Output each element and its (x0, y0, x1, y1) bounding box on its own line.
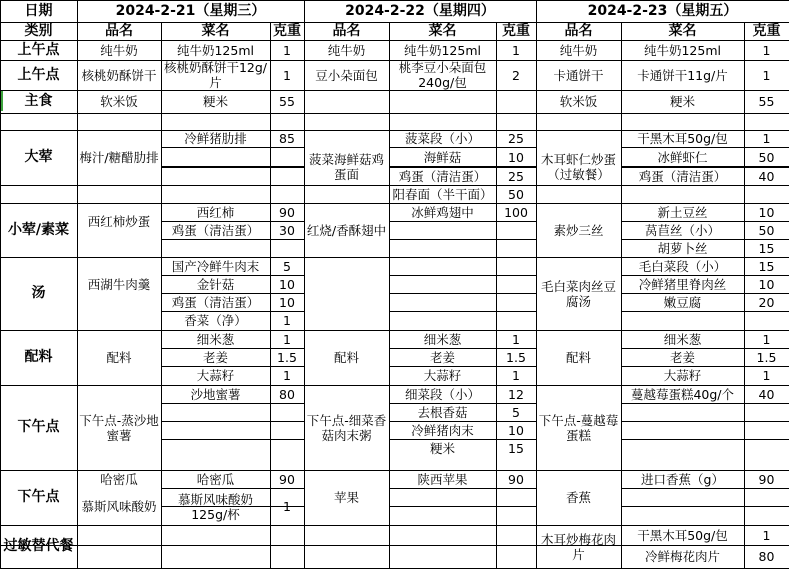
grid-line (161, 239, 304, 240)
category-label: 汤 (31, 285, 46, 301)
item-name: 蔓越莓蛋糕40g/个 (630, 386, 735, 402)
category-label: 配料 (24, 349, 53, 365)
grid-line (161, 421, 304, 422)
item-name: 纯牛奶125ml (643, 42, 721, 58)
item-name: 莴苣丝（小） (644, 222, 720, 238)
item-name: 纯牛奶125ml (403, 42, 481, 58)
item-weight: 10 (508, 422, 524, 438)
item-name: 老姜 (429, 349, 455, 365)
dish-name: 梅汁/糖醋肋排 (79, 150, 159, 165)
item-weight: 10 (758, 276, 775, 292)
item-name: 粳米 (429, 440, 455, 456)
item-weight: 1.5 (277, 349, 297, 365)
item-name: 粳米 (202, 94, 228, 109)
category-label: 过敏替代餐 (3, 538, 74, 554)
grid-line (389, 221, 536, 222)
item-name: 鸡蛋（清洁蛋） (638, 168, 727, 184)
item-name: 细米葱 (663, 331, 702, 347)
item-name: 冷鲜猪里脊肉丝 (638, 276, 727, 292)
item-name: 干黑木耳50g/包 (637, 131, 728, 146)
item-name: 鸡蛋（清洁蛋） (171, 294, 260, 310)
item-name: 慕斯风味酸奶125g/杯 (177, 491, 253, 522)
day-date-header: 2024-2-23（星期五） (587, 2, 738, 19)
dish-name: 卡通饼干 (553, 67, 604, 83)
item-name: 陕西苹果 (417, 471, 468, 487)
item-column-header: 菜名 (668, 22, 697, 39)
item-weight: 55 (758, 94, 775, 109)
dish-column-header: 品名 (564, 22, 593, 39)
item-weight: 1 (283, 42, 291, 58)
item-name: 鸡蛋（清洁蛋） (171, 222, 260, 238)
grid-line (621, 488, 789, 489)
item-weight: 10 (279, 276, 295, 292)
item-name: 干黑木耳50g/包 (637, 527, 728, 543)
dish-name: 豆小朵面包 (315, 67, 378, 83)
grid-line (389, 293, 536, 294)
grid-line (161, 185, 304, 186)
item-name: 去根香菇 (417, 404, 468, 420)
item-name: 细菜段（小） (404, 386, 480, 402)
item-name: 沙地蜜薯 (190, 386, 241, 402)
weight-column-header: 克重 (502, 22, 530, 39)
item-name: 桃李豆小朵面包240g/包 (398, 60, 487, 90)
item-weight: 1 (283, 499, 291, 514)
item-weight: 50 (508, 186, 524, 202)
dish-name: 软米饭 (100, 94, 138, 109)
dish-name: 纯牛奶 (327, 42, 366, 58)
category-label: 主食 (24, 93, 53, 109)
item-weight: 100 (504, 204, 528, 220)
item-weight: 50 (758, 222, 775, 238)
dish-name: 纯牛奶 (100, 42, 138, 58)
item-name: 新土豆丝 (657, 204, 708, 220)
dish-name: 核桃奶酥饼干 (81, 67, 157, 83)
weight-column-header: 克重 (273, 22, 301, 39)
item-weight: 5 (512, 404, 520, 420)
item-weight: 80 (758, 549, 775, 564)
item-weight: 90 (279, 471, 295, 487)
item-weight: 1 (512, 331, 520, 347)
category-header-label: 类别 (24, 22, 53, 39)
item-weight: 1 (762, 331, 771, 347)
item-name: 老姜 (202, 349, 228, 365)
dish-name: 软米饭 (559, 94, 598, 109)
grid-line (389, 488, 536, 489)
grid-line (621, 439, 789, 440)
item-weight: 40 (758, 168, 775, 184)
item-weight: 1.5 (506, 349, 526, 365)
grid-line (389, 275, 536, 276)
item-weight: 1 (762, 527, 771, 543)
item-name: 冰鲜虾仁 (657, 149, 708, 165)
dish-name: 西湖牛肉羹 (87, 276, 151, 292)
dish-column-header: 品名 (332, 22, 361, 39)
item-weight: 90 (279, 204, 295, 220)
item-name: 金针菇 (196, 276, 235, 292)
category-label: 大荤 (24, 149, 53, 165)
dish-name: 红烧/香酥翅中 (306, 222, 387, 238)
item-name: 西红柿 (196, 204, 235, 220)
item-name: 哈密瓜 (196, 471, 235, 487)
item-name: 核桃奶酥饼干12g/片 (163, 60, 268, 90)
item-weight: 20 (758, 294, 775, 310)
weight-column-header: 克重 (752, 22, 781, 39)
dish-name: 慕斯风味酸奶 (81, 499, 157, 514)
grid-line (389, 506, 536, 507)
grid-line (621, 421, 789, 422)
item-name: 冰鲜鸡翅中 (411, 204, 474, 220)
item-weight: 1.5 (756, 349, 777, 365)
item-name: 鸡蛋（清洁蛋） (398, 168, 487, 184)
dish-name: 下午点-蔓越莓蛋糕 (538, 412, 619, 443)
item-name: 纯牛奶125ml (176, 42, 254, 58)
item-name: 海鲜菇 (423, 149, 462, 165)
item-weight: 15 (508, 440, 524, 456)
item-weight: 90 (758, 471, 775, 487)
category-label: 小荤/素菜 (7, 221, 70, 238)
item-name: 阳春面（半干面） (392, 186, 493, 202)
grid-line (161, 439, 304, 440)
item-weight: 1 (762, 131, 771, 146)
grid-line (389, 239, 536, 240)
item-name: 粳米 (669, 94, 695, 109)
grid-line (161, 167, 304, 168)
dish-name: 木耳炒梅花肉片 (540, 531, 616, 562)
grid-line (621, 403, 789, 404)
day-date-header: 2024-2-21（星期三） (115, 2, 266, 19)
dish-name: 素炒三丝 (553, 222, 604, 238)
item-weight: 1 (283, 67, 291, 83)
item-name: 大蒜籽 (663, 368, 702, 383)
grid-line (621, 311, 789, 312)
dish-name: 配料 (106, 350, 132, 365)
category-label: 上午点 (17, 41, 60, 58)
dish-name: 菠菜海鲜菇鸡蛋面 (308, 151, 384, 182)
dish-name: 毛白菜肉丝豆腐汤 (540, 278, 616, 309)
date-header-label: 日期 (24, 2, 53, 19)
grid-line (621, 185, 789, 186)
item-weight: 1 (762, 42, 771, 58)
dish-name: 西红柿炒蛋 (87, 213, 151, 229)
item-weight: 10 (508, 149, 524, 165)
dish-name: 配料 (333, 350, 359, 365)
grid-line (161, 166, 304, 167)
category-label: 下午点 (17, 489, 60, 505)
item-weight: 80 (279, 386, 295, 402)
item-column-header: 菜名 (428, 22, 457, 39)
dish-name: 下午点-细菜香菇肉末粥 (306, 412, 387, 443)
item-name: 冷鲜猪肉末 (411, 422, 474, 438)
item-name: 毛白菜段（小） (638, 258, 727, 274)
grid-line (621, 506, 789, 507)
dish-name: 香蕉 (565, 490, 591, 505)
item-name: 进口香蕉（g） (641, 471, 724, 487)
item-weight: 25 (508, 131, 524, 146)
grid-line (0, 113, 789, 114)
item-weight: 2 (512, 67, 520, 83)
dish-name: 哈密瓜 (100, 471, 138, 487)
item-weight: 1 (283, 313, 291, 328)
item-weight: 15 (758, 258, 775, 274)
dish-name: 木耳虾仁炒蛋（过敏餐） (540, 151, 616, 182)
item-weight: 40 (758, 386, 775, 402)
item-name: 大蒜籽 (196, 368, 235, 383)
item-weight: 1 (512, 42, 520, 58)
item-weight: 90 (508, 471, 524, 487)
grid-line (161, 147, 304, 148)
item-name: 香菜（净） (184, 313, 247, 328)
item-weight: 55 (279, 94, 295, 109)
dish-name: 配料 (565, 350, 591, 365)
item-weight: 10 (279, 294, 295, 310)
item-weight: 5 (283, 258, 291, 274)
item-name: 冷鲜梅花肉片 (644, 549, 720, 564)
category-label: 上午点 (17, 66, 60, 83)
item-weight: 25 (508, 168, 524, 184)
item-weight: 30 (279, 222, 295, 238)
item-name: 国产冷鲜牛肉末 (171, 258, 260, 274)
item-column-header: 菜名 (201, 22, 230, 39)
item-weight: 1 (512, 368, 520, 383)
item-weight: 85 (279, 131, 295, 146)
item-weight: 1 (283, 331, 291, 347)
dish-column-header: 品名 (105, 22, 133, 39)
item-name: 细米葱 (196, 331, 235, 347)
category-label: 下午点 (17, 419, 60, 435)
item-weight: 12 (508, 386, 524, 402)
item-weight: 1 (283, 368, 291, 383)
item-name: 卡通饼干11g/片 (637, 67, 728, 83)
grid-line (161, 403, 304, 404)
grid-line (389, 311, 536, 312)
dish-name: 苹果 (333, 490, 359, 505)
item-name: 大蒜籽 (423, 368, 462, 383)
item-name: 胡萝卜丝 (657, 240, 708, 256)
item-weight: 1 (762, 368, 771, 383)
item-name: 嫩豆腐 (663, 294, 702, 310)
item-weight: 15 (758, 240, 775, 256)
item-name: 菠菜段（小） (404, 131, 480, 146)
day-date-header: 2024-2-22（星期四） (345, 2, 495, 19)
item-name: 冷鲜猪肋排 (184, 131, 247, 146)
item-weight: 10 (758, 204, 775, 220)
item-name: 老姜 (669, 349, 695, 365)
item-weight: 50 (758, 149, 775, 165)
item-name: 细米葱 (423, 331, 462, 347)
dish-name: 下午点-蒸沙地蜜薯 (79, 412, 159, 443)
dish-name: 纯牛奶 (559, 42, 598, 58)
item-weight: 1 (762, 67, 771, 83)
